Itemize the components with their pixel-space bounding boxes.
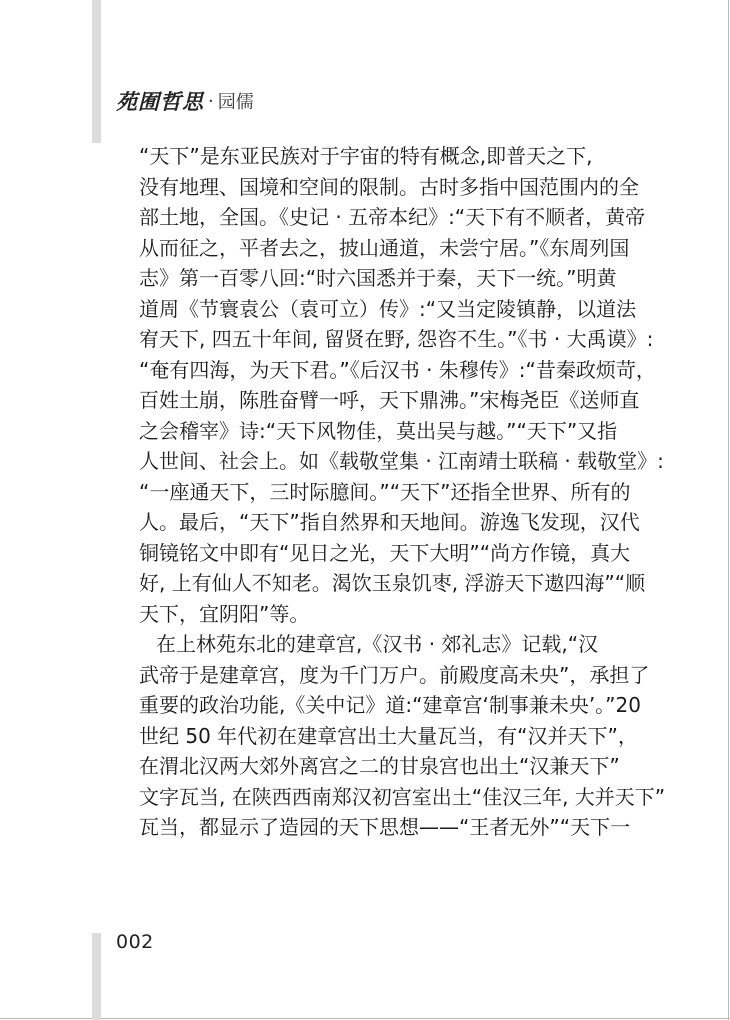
text-line: 在渭北汉两大郊外离宫之二的甘泉宫也出土“汉兼天下” <box>139 754 620 778</box>
text-line: 宥天下, 四五十年间, 留贤在野, 怨咨不生。”《书 · 大禹谟》: <box>139 327 654 351</box>
text-line: 道周《节寰袁公（袁可立）传》:“又当定陵镇静，以道法 <box>139 296 637 321</box>
text-line: 文字瓦当, 在陕西西南郑汉初宫室出土“佳汉三年, 大并天下” <box>139 784 666 809</box>
chapter-subtitle: 园儒 <box>217 92 254 113</box>
text-line: 人世间、社会上。如《载敬堂集 · 江南靖士联稿 · 载敬堂》: <box>139 449 664 473</box>
text-line: 瓦当，都显示了造园的天下思想——“王者无外”“天下一 <box>139 815 631 839</box>
body-text <box>139 141 666 843</box>
paragraph-2 <box>139 629 666 843</box>
text-line: 在上林苑东北的建章宫,《汉书 · 郊礼志》记载,“汉 <box>156 632 599 656</box>
page-number: 002 <box>116 931 154 953</box>
text-line: 从而征之，平者去之，披山通道，未尝宁居。”《东周列国 <box>139 235 630 260</box>
text-line: “一座通天下，三时际臆间。”“天下”还指全世界、所有的 <box>139 479 631 504</box>
text-line: “天下”是东亚民族对于宇宙的特有概念,即普天之下, <box>139 144 593 168</box>
text-line: 百姓土崩，陈胜奋臂一呼，天下鼎沸。”宋梅尧臣《送师直 <box>139 388 640 412</box>
text-line: “奄有四海，为天下君。”《后汉书 · 朱穆传》:“昔秦政烦苛， <box>139 357 656 382</box>
text-line: 志》第一百零八回:“时六国悉并于秦，天下一统。”明黄 <box>139 266 617 290</box>
text-line: 武帝于是建章宫，度为千门万户。前殿度高未央”，承担了 <box>139 662 650 687</box>
text-line: 重要的政治功能,《关中记》道:“建章宫‘制事兼未央’。”20 <box>139 693 641 717</box>
text-line: 部土地，全国。《史记 · 五帝本纪》:“天下有不顺者，黄帝 <box>139 205 646 229</box>
text-line: 之会稽宰》诗:“天下风物佳，莫出吴与越。”“天下”又指 <box>139 418 618 443</box>
text-line: 好, 上有仙人不知老。渴饮玉泉饥枣, 浮游天下遨四海”“顺 <box>139 571 646 595</box>
header-separator: · <box>208 90 214 112</box>
margin-bar-bottom <box>92 933 101 1020</box>
text-line: 世纪 50 年代初在建章宫出土大量瓦当，有“汉并天下”， <box>139 723 638 748</box>
paragraph-1 <box>139 141 664 629</box>
page-border-right <box>728 0 729 1020</box>
text-line: 铜镜铭文中即有“见日之光，天下大明”“尚方作镜，真大 <box>139 540 631 565</box>
text-line: 天下，宜阴阳”等。 <box>139 601 310 626</box>
page-border-bottom <box>0 1018 730 1019</box>
margin-bar-top <box>92 0 101 143</box>
text-line: 人。最后，“天下”指自然界和天地间。游逸飞发现，汉代 <box>139 510 640 534</box>
book-series-logo: 苑囿哲思 <box>116 89 204 114</box>
text-line: 没有地理、国境和空间的限制。古时多指中国范围内的全 <box>139 174 639 199</box>
running-header <box>116 84 254 118</box>
